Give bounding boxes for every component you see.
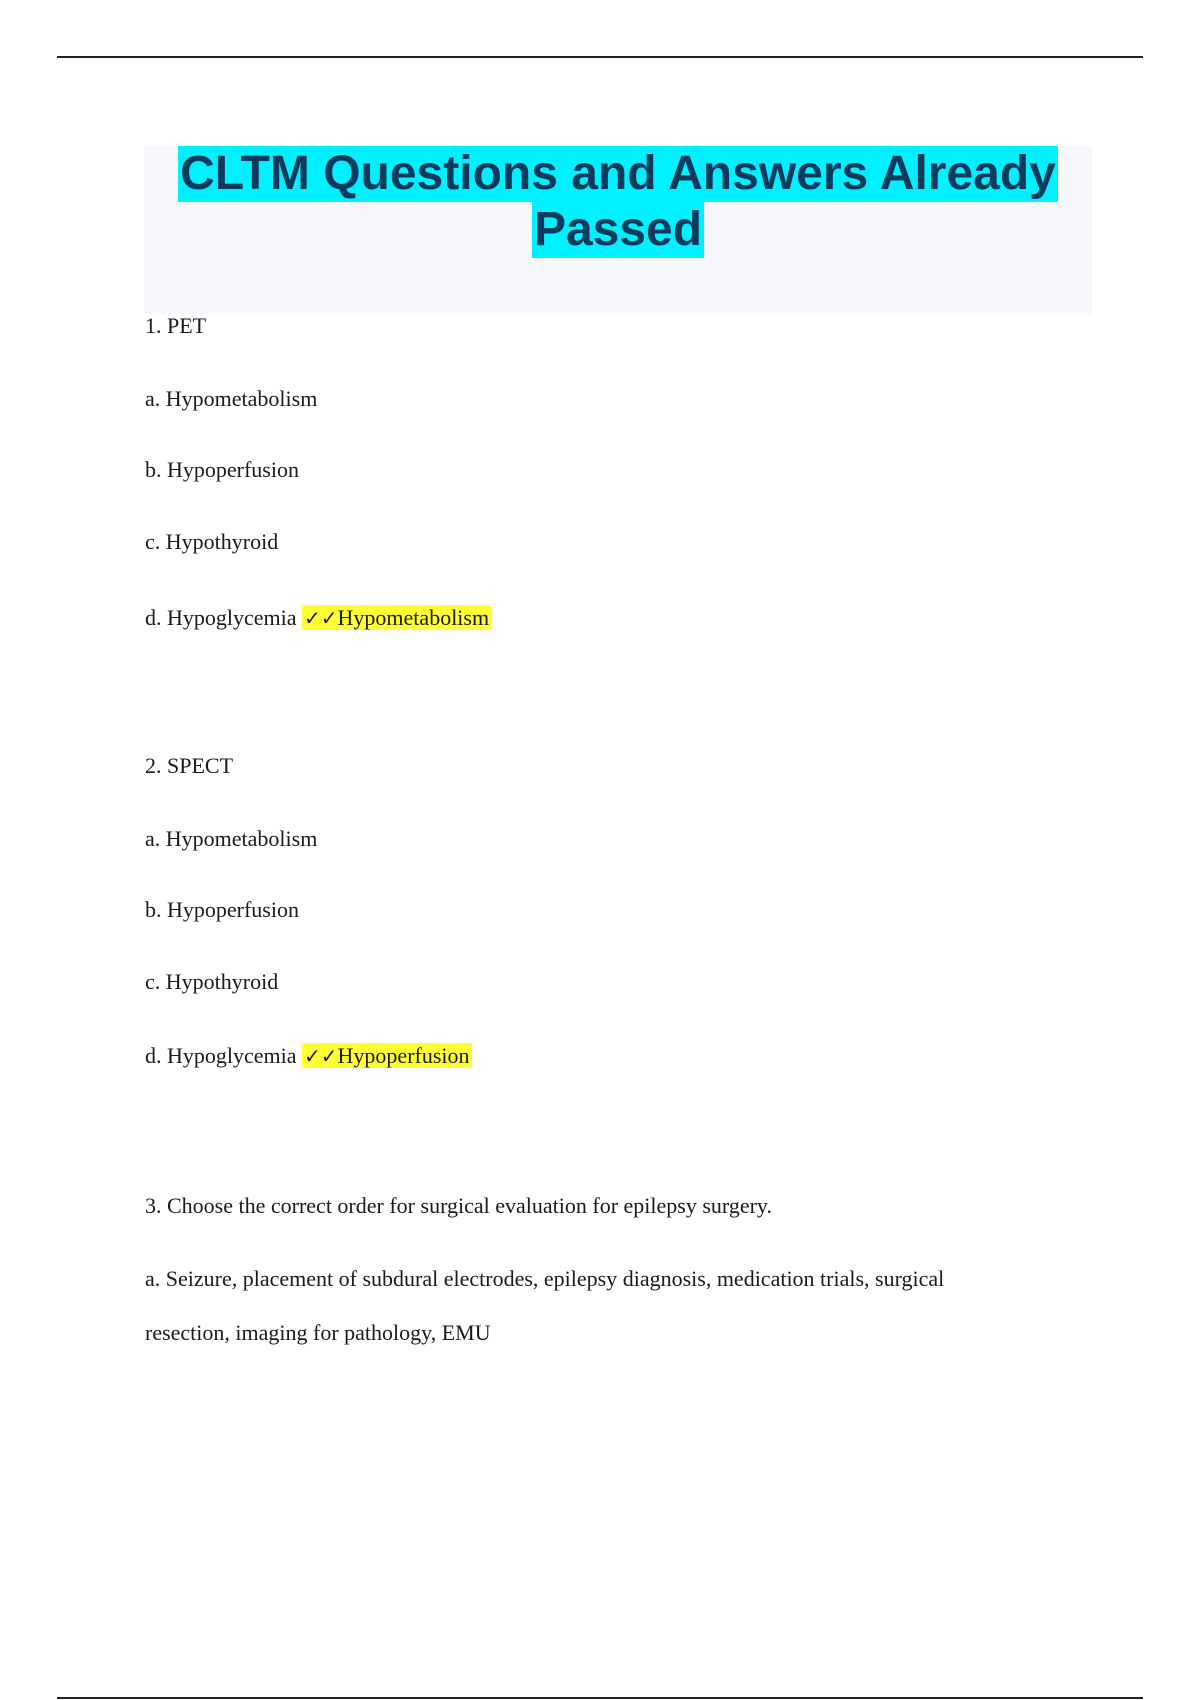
question-1-option-a: a. Hypometabolism: [145, 386, 318, 411]
title-banner: [144, 146, 1092, 314]
question-2-prompt: 2. SPECT: [145, 753, 234, 778]
question-3-option-a-continued: resection, imaging for pathology, EMU: [145, 1320, 491, 1345]
question-3-option-a: a. Seizure, placement of subdural electrodes, epilepsy diagnosis, medication trials, surgical: [145, 1266, 945, 1291]
double-check-icon: ✓✓: [304, 1044, 338, 1068]
question-2-option-d-row: [145, 1041, 472, 1071]
title-line-1: CLTM Questions and Answers Already: [180, 147, 1056, 200]
question-1-option-b: b. Hypoperfusion: [145, 457, 299, 482]
footer-rule: [57, 1697, 1143, 1699]
document-title: [144, 146, 1092, 258]
question-1-option-d: d. Hypoglycemia: [145, 605, 297, 630]
header-rule: [57, 56, 1143, 58]
title-line-2: Passed: [533, 203, 703, 256]
question-1-option-d-row: [145, 603, 491, 633]
question-2-option-c: c. Hypothyroid: [145, 969, 279, 994]
question-2-answer-text: Hypoperfusion: [337, 1043, 470, 1068]
question-2-option-b: b. Hypoperfusion: [145, 897, 299, 922]
question-3-prompt: 3. Choose the correct order for surgical evaluation for epilepsy surgery.: [145, 1193, 772, 1218]
question-2-option-d: d. Hypoglycemia: [145, 1043, 297, 1068]
question-1-prompt: 1. PET: [145, 313, 207, 338]
question-1-answer-text: Hypometabolism: [337, 605, 490, 630]
question-1-option-c: c. Hypothyroid: [145, 529, 279, 554]
double-check-icon: ✓✓: [304, 606, 338, 630]
question-2-answer: [302, 1043, 472, 1068]
question-2-option-a: a. Hypometabolism: [145, 826, 318, 851]
question-1-answer: [302, 605, 491, 630]
